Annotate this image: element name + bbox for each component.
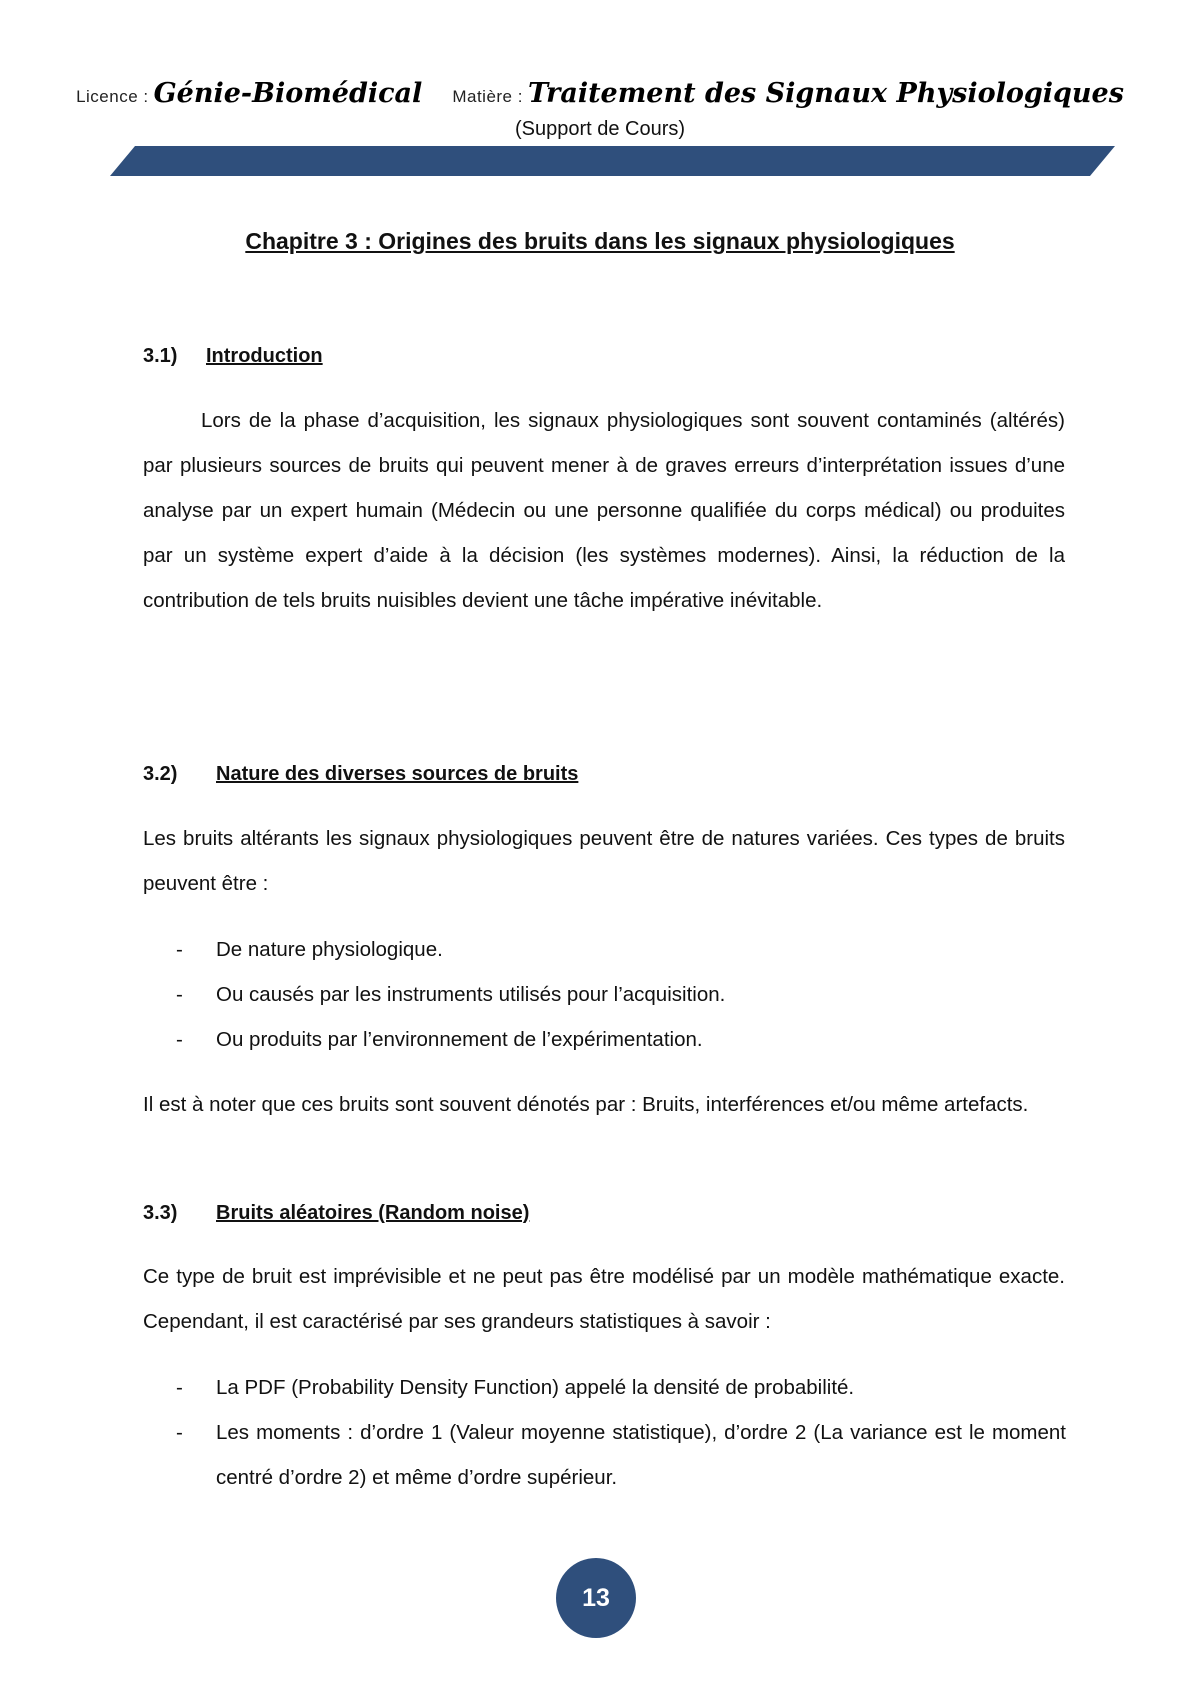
section-title: Introduction: [206, 345, 323, 367]
list-item: La PDF (Probability Density Function) appelé la densité de probabilité.: [216, 1376, 855, 1399]
section-heading-random-noise: [143, 1202, 530, 1225]
chapter-title: Chapitre 3 : Origines des bruits dans les signaux physiologiques: [245, 228, 955, 254]
section-heading-nature: [143, 763, 579, 786]
section-title: Bruits aléatoires (Random noise): [216, 1202, 530, 1224]
page-number-badge: 13: [556, 1558, 636, 1638]
random-noise-intro-paragraph: Ce type de bruit est imprévisible et ne peut pas être modélisé par un modèle mathématique exacte. Cependant, il est caractérisé par ses grandeurs statistiques à savoir :: [143, 1265, 1065, 1333]
bullet-marker: -: [176, 1376, 183, 1399]
course-subtitle: (Support de Cours): [514, 118, 686, 140]
nature-intro-paragraph: Les bruits altérants les signaux physiologiques peuvent être de natures variées. Ces types de bruits peuvent être :: [143, 827, 1065, 895]
nature-note-paragraph: Il est à noter que ces bruits sont souvent dénotés par : Bruits, interférences et/ou même artefacts.: [143, 1093, 1029, 1116]
matiere-value: Traitement des Signaux Physiologiques: [527, 78, 1124, 109]
introduction-paragraph: Lors de la phase d’acquisition, les signaux physiologiques sont souvent contaminés (altérés) par plusieurs sources de bruits qui peuvent mener à de graves erreurs d’interprétation issues d’une analyse par un expert humain (Médecin ou une personne qualifiée du corps médical) ou produites par un système expert d’aide à la décision (les systèmes modernes). Ainsi, la réduction de la contribution de tels bruits nuisibles devient une tâche impérative inévitable.: [143, 409, 1065, 612]
course-header: [0, 78, 1200, 109]
section-heading-introduction: [143, 345, 323, 368]
banner-shape: [110, 146, 1115, 176]
header-banner: [110, 146, 1115, 176]
bullet-marker: -: [176, 938, 183, 961]
section-number: 3.2): [143, 763, 178, 785]
list-item: De nature physiologique.: [216, 938, 443, 961]
matiere-label: Matière :: [452, 87, 523, 106]
bullet-marker: -: [176, 1421, 183, 1444]
list-item: Ou causés par les instruments utilisés pour l’acquisition.: [216, 983, 726, 1006]
bullet-marker: -: [176, 983, 183, 1006]
bullet-marker: -: [176, 1028, 183, 1051]
section-title: Nature des diverses sources de bruits: [216, 763, 579, 785]
section-number: 3.1): [143, 345, 178, 367]
list-item: Ou produits par l’environnement de l’expérimentation.: [216, 1028, 703, 1051]
section-number: 3.3): [143, 1202, 178, 1224]
list-item: Les moments : d’ordre 1 (Valeur moyenne statistique), d’ordre 2 (La variance est le moment centré d’ordre 2) et même d’ordre supérieur.: [216, 1421, 1066, 1489]
licence-value: Génie-Biomédical: [153, 78, 423, 109]
licence-label: Licence :: [76, 87, 149, 106]
